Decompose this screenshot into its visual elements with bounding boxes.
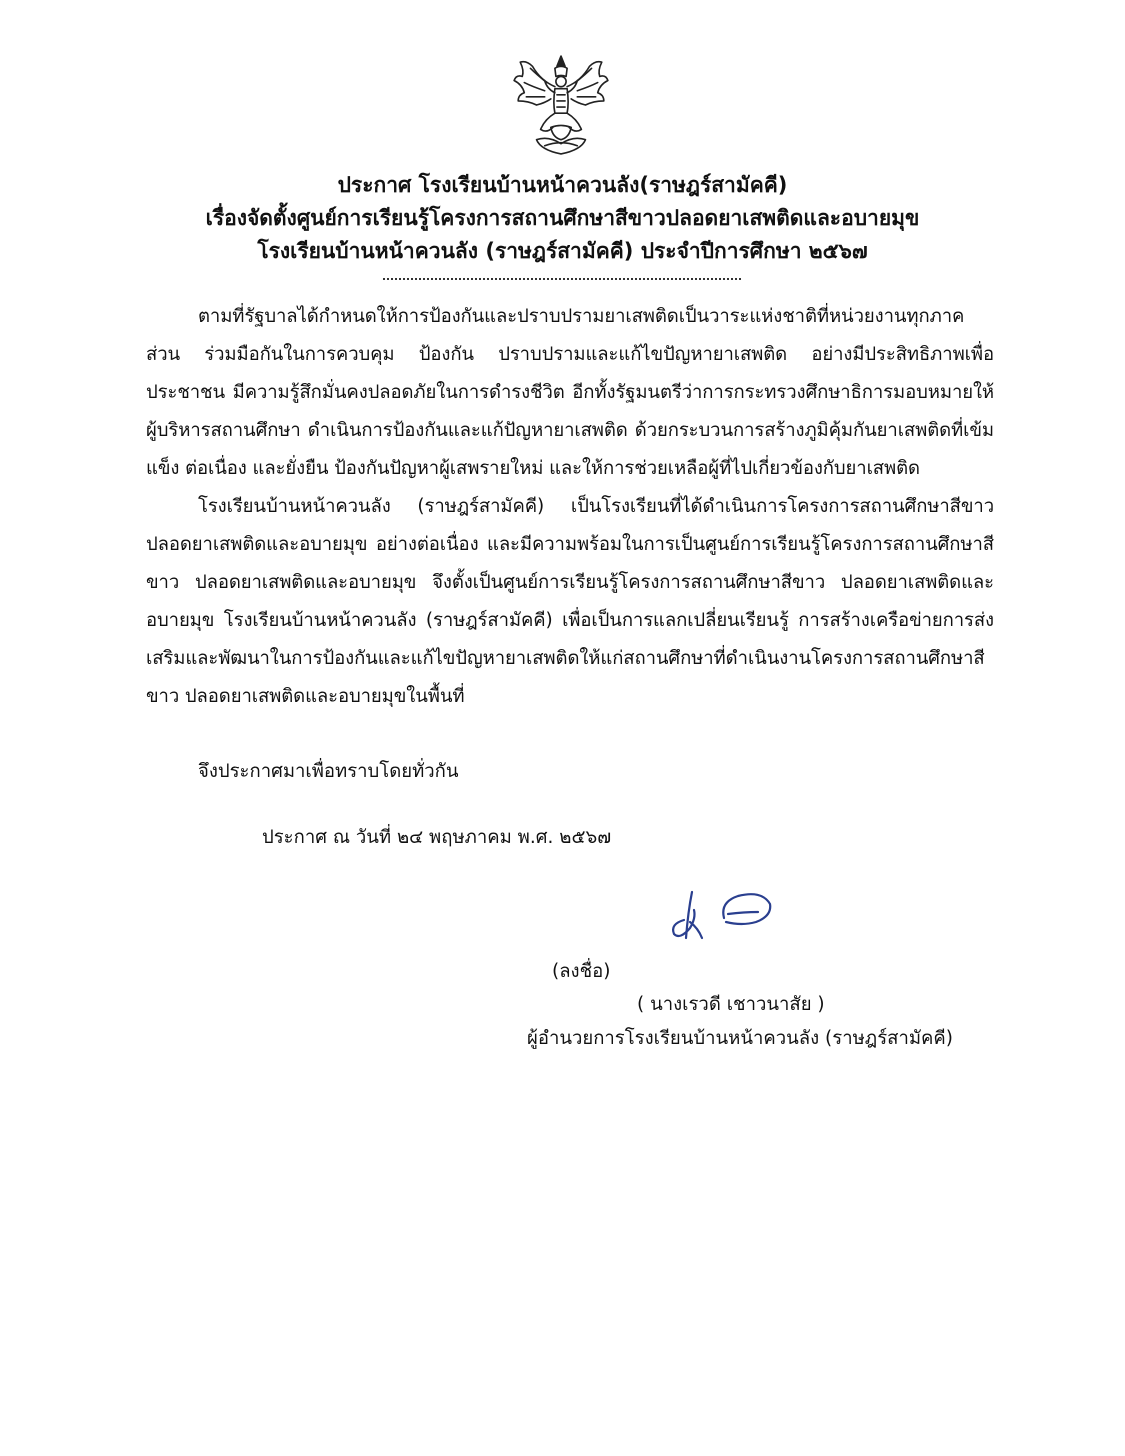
announcement-subject: เรื่องจัดตั้งศูนย์การเรียนรู้โครงการสถานศึกษาสีขาวปลอดยาเสพติดและอบายมุข xyxy=(205,206,920,230)
announcement-school-year: โรงเรียนบ้านหน้าควนลัง (ราษฎร์สามัคคี) ประจำปีการศึกษา ๒๕๖๗ xyxy=(257,239,868,263)
signature-label: (ลงชื่อ) xyxy=(552,961,611,982)
garuda-emblem-icon xyxy=(510,52,612,158)
closing-statement: จึงประกาศมาเพื่อทราบโดยทั่วกัน xyxy=(198,761,459,782)
body-paragraph-2: โรงเรียนบ้านหน้าควนลัง (ราษฎร์สามัคคี) เป็นโรงเรียนที่ได้ดำเนินการโครงการสถานศึกษาสีขาว ปลอดยาเสพติดและอบายมุข อย่างต่อเนื่อง และมีความพร้อมในการเป็นศูนย์การเรียนรู้โครงการสถานศึกษาสีขาว ปลอดยาเสพติดและอบายมุข จึงตั้งเป็นศูนย์การเรียนรู้โครงการสถานศึกษาสีขาว ปลอดยาเสพติดและอบายมุข โรงเรียนบ้านหน้าควนลัง (ราษฎร์สามัคคี) เพื่อเป็นการแลกเปลี่ยนเรียนรู้ การสร้างเครือข่ายการส่งเสริมและพัฒนาในการป้องกันและแก้ไขปัญหายาเสพติดให้แก่สถานศึกษาที่ดำเนินงานโครงการสถานศึกษาสีขาว ปลอดยาเสพติดและอบายมุขในพื้นที่ xyxy=(146,496,994,707)
announcement-title: ประกาศ โรงเรียนบ้านหน้าควนลัง(ราษฎร์สามัคคี) xyxy=(337,173,788,197)
announcement-date: ประกาศ ณ วันที่ ๒๔ พฤษภาคม พ.ศ. ๒๕๖๗ xyxy=(262,827,612,848)
signatory-name: ( นางเรวดี เชาวนาสัย ) xyxy=(637,994,825,1015)
signatory-position: ผู้อำนวยการโรงเรียนบ้านหน้าควนลัง (ราษฎร์สามัคคี) xyxy=(527,1028,953,1049)
dotted-divider xyxy=(383,278,741,280)
handwritten-signature xyxy=(662,882,782,948)
body-paragraph-1: ตามที่รัฐบาลได้กำหนดให้การป้องกันและปราบปรามยาเสพติดเป็นวาระแห่งชาติที่หน่วยงานทุกภาคส่วน ร่วมมือกันในการควบคุม ป้องกัน ปราบปรามและแก้ไขปัญหายาเสพติด อย่างมีประสิทธิภาพเพื่อประชาชน มีความรู้สึกมั่นคงปลอดภัยในการดำรงชีวิต อีกทั้งรัฐมนตรีว่าการกระทรวงศึกษาธิการมอบหมายให้ผู้บริหารสถานศึกษา ดำเนินการป้องกันและแก้ปัญหายาเสพติด ด้วยกระบวนการสร้างภูมิคุ้มกันยาเสพติดที่เข้มแข็ง ต่อเนื่อง และยั่งยืน ป้องกันปัญหาผู้เสพรายใหม่ และให้การช่วยเหลือผู้ที่ไปเกี่ยวข้องกับยาเสพติด xyxy=(146,306,994,479)
